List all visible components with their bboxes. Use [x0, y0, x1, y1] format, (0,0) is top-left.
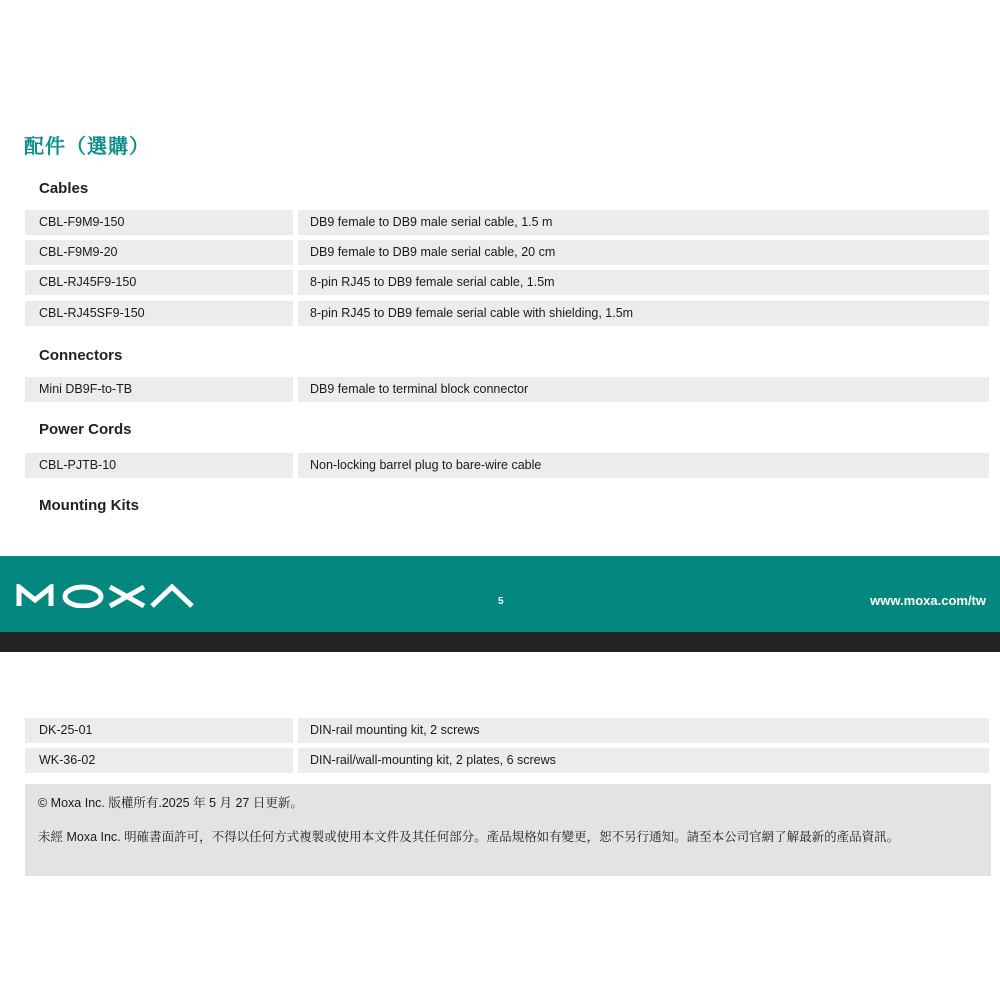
table-row [25, 718, 989, 743]
page-title: 配件（選購） [24, 136, 150, 158]
model-cell: CBL-F9M9-150 [25, 210, 293, 235]
model-cell: WK-36-02 [25, 748, 293, 773]
table-row [25, 453, 989, 478]
section-heading-power-cords: Power Cords [39, 421, 132, 438]
description-cell: 8-pin RJ45 to DB9 female serial cable with shielding, 1.5m [298, 301, 989, 326]
description-cell: Non-locking barrel plug to bare-wire cable [298, 453, 989, 478]
section-heading-cables: Cables [39, 180, 89, 197]
model-cell: CBL-F9M9-20 [25, 240, 293, 265]
disclaimer-text: 未經 Moxa Inc. 明確書面許可，不得以任何方式複製或使用本文件及其任何部分。產品規格如有變更，恕不另行通知。請至本公司官網了解最新的產品資訊。 [38, 830, 900, 844]
table-row [25, 210, 989, 235]
table-row [25, 748, 989, 773]
description-cell: 8-pin RJ45 to DB9 female serial cable, 1.5m [298, 270, 989, 295]
description-cell: DB9 female to terminal block connector [298, 377, 989, 402]
moxa-logo [16, 584, 196, 613]
table-row [25, 377, 989, 402]
model-cell: DK-25-01 [25, 718, 293, 743]
description-cell: DIN-rail mounting kit, 2 screws [298, 718, 989, 743]
table-row [25, 240, 989, 265]
model-cell: CBL-PJTB-10 [25, 453, 293, 478]
page-number: 5 [498, 596, 504, 607]
description-cell: DB9 female to DB9 male serial cable, 20 cm [298, 240, 989, 265]
model-cell: CBL-RJ45SF9-150 [25, 301, 293, 326]
model-cell: Mini DB9F-to-TB [25, 377, 293, 402]
description-cell: DB9 female to DB9 male serial cable, 1.5 m [298, 210, 989, 235]
section-heading-connectors: Connectors [39, 347, 123, 364]
website-link[interactable]: www.moxa.com/tw [870, 593, 986, 608]
legal-notice-box [25, 784, 991, 876]
footer-dark-strip [0, 632, 1000, 652]
model-cell: CBL-RJ45F9-150 [25, 270, 293, 295]
section-heading-mounting-kits: Mounting Kits [39, 497, 139, 514]
table-row [25, 270, 989, 295]
copyright-text: © Moxa Inc. 版權所有.2025 年 5 月 27 日更新。 [38, 796, 303, 810]
description-cell: DIN-rail/wall-mounting kit, 2 plates, 6 screws [298, 748, 989, 773]
table-row [25, 301, 989, 326]
